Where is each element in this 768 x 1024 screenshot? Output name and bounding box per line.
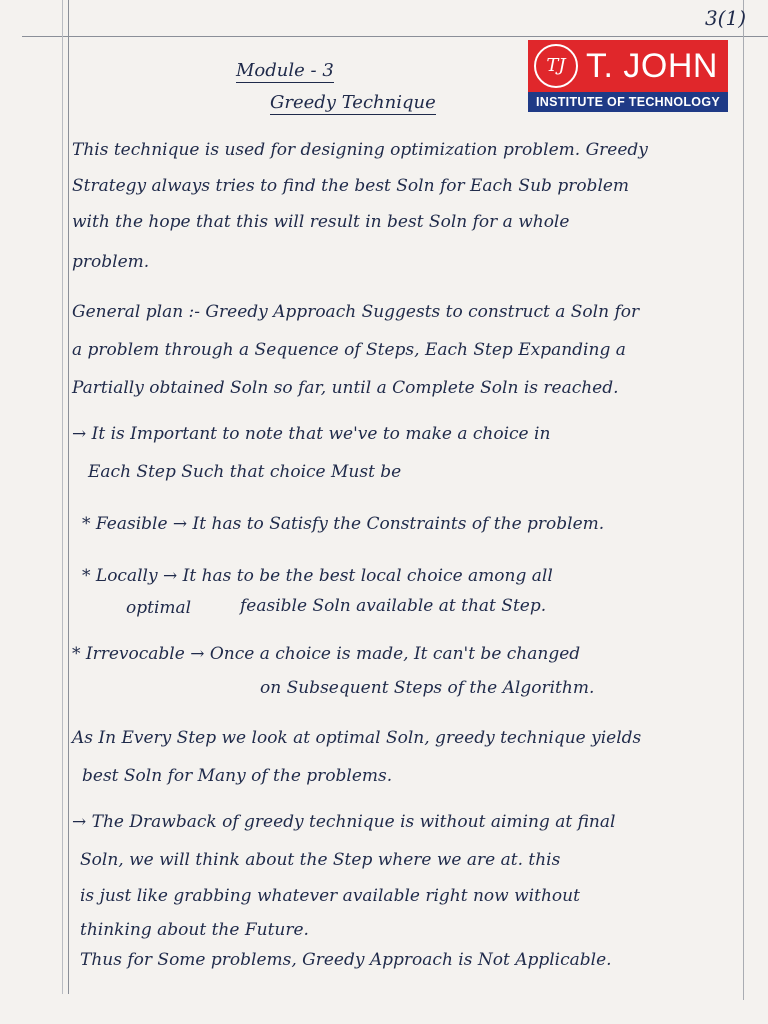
text-line-20: is just like grabbing whatever available right now without — [80, 886, 580, 906]
bullet-feasible: * Feasible → It has to Satisfy the Constraints of the problem. — [82, 514, 605, 534]
right-margin-rule — [743, 0, 744, 1000]
text-line-18: → The Drawback of greedy technique is without aiming at final — [72, 812, 616, 832]
left-margin-rule-inner — [62, 0, 63, 994]
text-line-4: problem. — [72, 252, 150, 272]
text-line-7: Partially obtained Soln so far, until a Complete Soln is reached. — [72, 378, 619, 398]
topic-heading: Greedy Technique — [270, 92, 436, 113]
logo-monogram: TJ — [546, 55, 566, 76]
bullet-locally: * Locally → It has to be the best local choice among all — [82, 566, 553, 586]
text-line-5: General plan :- Greedy Approach Suggests to construct a Soln for — [72, 302, 640, 322]
logo-name: T. JOHN — [586, 47, 718, 85]
text-line-2: Strategy always tries to find the best Soln for Each Sub problem — [72, 176, 630, 196]
text-line-21: thinking about the Future. — [80, 920, 309, 940]
text-line-22: Thus for Some problems, Greedy Approach is Not Applicable. — [80, 950, 612, 970]
text-line-6: a problem through a Sequence of Steps, Each Step Expanding a — [72, 340, 626, 360]
text-line-9: Each Step Such that choice Must be — [88, 462, 402, 482]
text-line-8: → It is Important to note that we've to make a choice in — [72, 424, 551, 444]
bullet-irrevocable-cont: on Subsequent Steps of the Algorithm. — [260, 678, 595, 698]
logo-emblem-icon — [534, 44, 578, 88]
institute-logo — [528, 40, 728, 112]
bullet-irrevocable: * Irrevocable → Once a choice is made, It can't be changed — [72, 644, 581, 664]
bullet-locally-cont: feasible Soln available at that Step. — [240, 596, 547, 616]
text-line-1: This technique is used for designing optimization problem. Greedy — [72, 140, 648, 160]
left-margin-rule — [68, 0, 69, 994]
top-margin-rule — [22, 36, 768, 37]
text-line-3: with the hope that this will result in best Soln for a whole — [72, 212, 570, 232]
page-number: 3(1) — [704, 6, 746, 30]
module-heading: Module - 3 — [236, 60, 334, 81]
logo-red-band — [528, 40, 728, 92]
bullet-locally-optimal: optimal — [126, 598, 192, 618]
text-line-17: best Soln for Many of the problems. — [82, 766, 393, 786]
text-line-19: Soln, we will think about the Step where we are at. this — [80, 850, 561, 870]
text-line-16: As In Every Step we look at optimal Soln, greedy technique yields — [72, 728, 642, 748]
logo-subtitle: INSTITUTE OF TECHNOLOGY — [528, 92, 728, 112]
